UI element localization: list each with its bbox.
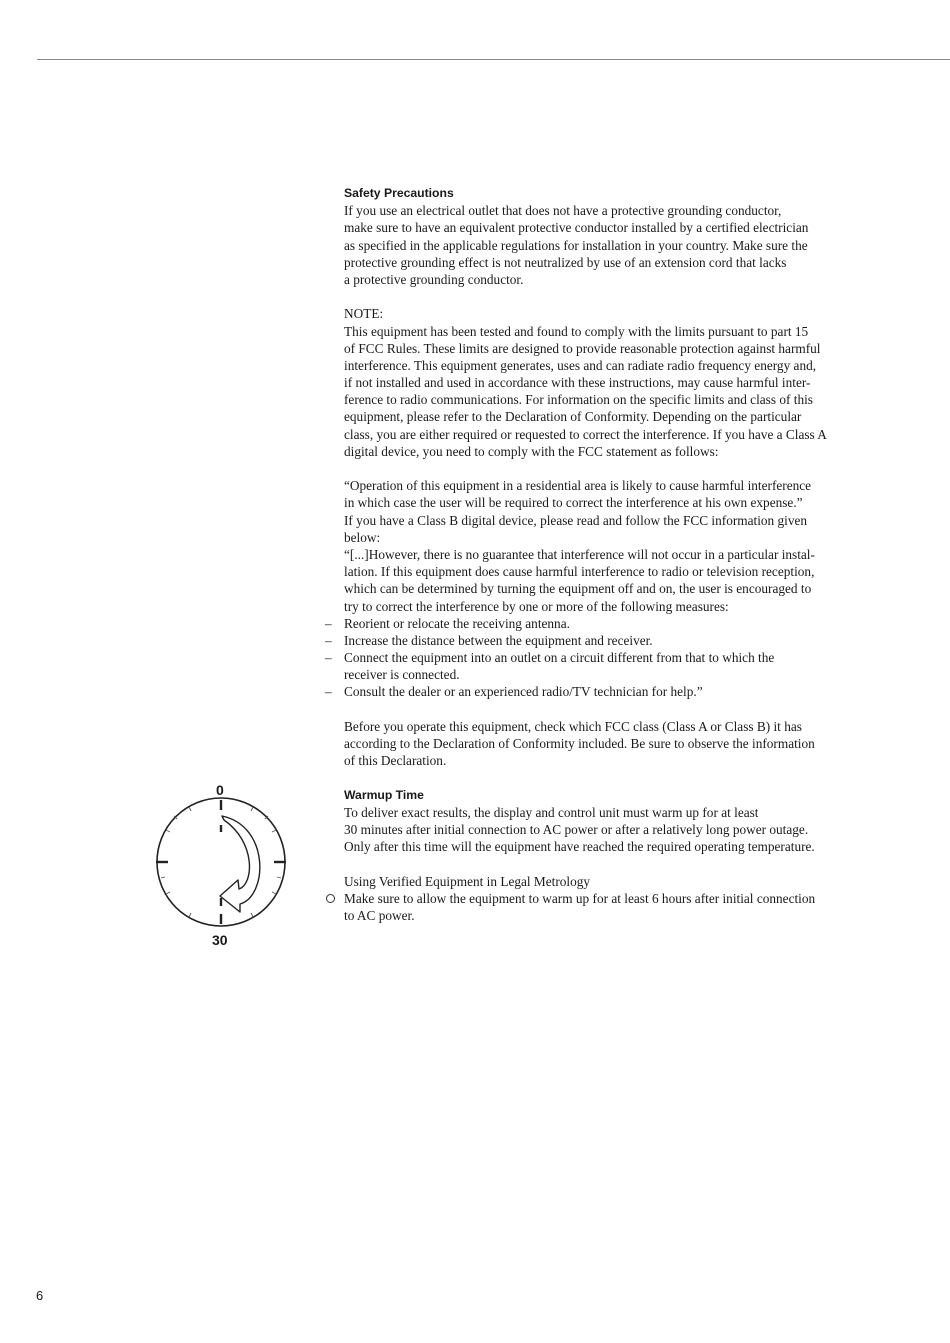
measure-text: Consult the dealer or an experienced radio/TV technician for help.” xyxy=(344,684,703,700)
fcc-line: try to correct the interference by one or more of the following measures: xyxy=(344,598,729,614)
note-line: if not installed and used in accordance with these instructions, may cause harmful inter- xyxy=(344,375,811,391)
timer-dial xyxy=(150,796,295,946)
fcc-line: in which case the user will be required to correct the interference at his own expense.” xyxy=(344,495,803,511)
legal-metrology-text: Make sure to allow the equipment to warm up for at least 6 hours after initial connection xyxy=(344,890,816,906)
safety-heading: Safety Precautions xyxy=(344,186,454,200)
page-number: 6 xyxy=(36,1288,44,1303)
note-line: digital device, you need to comply with the FCC statement as follows: xyxy=(344,443,719,459)
fcc-line: which can be determined by turning the equipment off and on, the user is encouraged to xyxy=(344,581,812,597)
dash-bullet: – xyxy=(325,615,332,631)
measure-continuation: receiver is connected. xyxy=(344,667,460,683)
fcc-line: lation. If this equipment does cause harmful interference to radio or television reception, xyxy=(344,564,815,580)
before-line: according to the Declaration of Conformity included. Be sure to observe the information xyxy=(344,736,815,751)
circle-bullet-icon xyxy=(326,894,335,903)
timer-start-label: 0 xyxy=(216,782,224,798)
safety-line: make sure to have an equivalent protective conductor installed by a certified electrician xyxy=(344,220,809,236)
timer-end-label: 30 xyxy=(212,932,228,948)
measure-item xyxy=(325,615,884,632)
measure-text: Connect the equipment into an outlet on a circuit different from that to which the xyxy=(344,650,775,666)
note-line: equipment, please refer to the Declaration of Conformity. Depending on the particular xyxy=(344,409,802,425)
fcc-line: If you have a Class B digital device, please read and follow the FCC information given xyxy=(344,512,808,528)
note-line: interference. This equipment generates, uses and can radiate radio frequency energy and, xyxy=(344,357,817,373)
note-line: of FCC Rules. These limits are designed to provide reasonable protection against harmful xyxy=(344,340,821,356)
header-rule xyxy=(37,59,950,60)
safety-line: protective grounding effect is not neutralized by use of an extension cord that lacks xyxy=(344,254,787,270)
measure-text: Reorient or relocate the receiving antenna. xyxy=(344,615,570,631)
warmup-heading: Warmup Time xyxy=(344,787,424,802)
fcc-line: “Operation of this equipment in a residential area is likely to cause harmful interference xyxy=(344,478,812,494)
fcc-line: “[...]However, there is no guarantee that interference will not occur in a particular instal- xyxy=(344,546,815,562)
dash-bullet: – xyxy=(325,632,332,648)
note-line: This equipment has been tested and found to comply with the limits pursuant to part 15 xyxy=(344,323,809,339)
before-line: Before you operate this equipment, check which FCC class (Class A or Class B) it has xyxy=(344,718,802,734)
warmup-line: To deliver exact results, the display and control unit must warm up for at least xyxy=(344,804,759,820)
measure-item xyxy=(325,632,884,649)
note-line: ference to radio communications. For information on the specific limits and class of this xyxy=(344,392,813,408)
safety-line: If you use an electrical outlet that does not have a protective grounding conductor, xyxy=(344,203,782,219)
before-line: of this Declaration. xyxy=(344,753,447,769)
safety-line: a protective grounding conductor. xyxy=(344,271,524,287)
measure-item xyxy=(325,649,884,666)
safety-line: as specified in the applicable regulations for installation in your country. Make sure the xyxy=(344,237,808,253)
legal-metrology-heading: Using Verified Equipment in Legal Metrology xyxy=(344,873,591,889)
dash-bullet: – xyxy=(325,684,332,700)
dash-bullet: – xyxy=(325,650,332,666)
legal-metrology-text: to AC power. xyxy=(344,907,415,923)
clock-timer-icon xyxy=(150,778,295,950)
page-content xyxy=(325,185,884,924)
fcc-line: below: xyxy=(344,529,381,545)
warmup-line: Only after this time will the equipment have reached the required operating temperature. xyxy=(344,839,815,855)
measure-item xyxy=(325,683,884,700)
warmup-line: 30 minutes after initial connection to AC power or after a relatively long power outage. xyxy=(344,821,809,837)
measure-text: Increase the distance between the equipment and receiver. xyxy=(344,632,653,648)
note-heading: NOTE: xyxy=(344,306,384,322)
legal-metrology-item xyxy=(344,890,884,907)
note-line: class, you are either required or requested to correct the interference. If you have a Class A xyxy=(344,426,827,442)
